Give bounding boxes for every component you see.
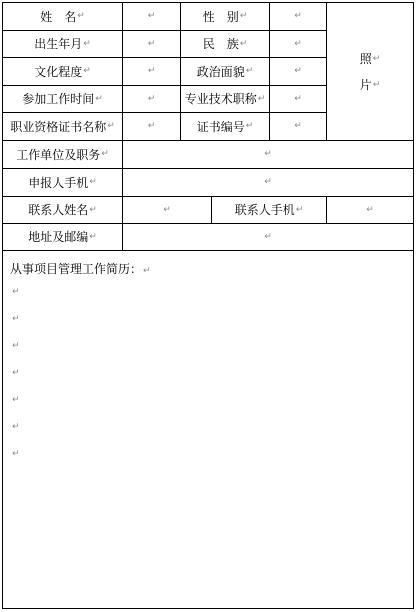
title-field[interactable]: ↵ [294, 93, 302, 104]
name-field[interactable]: ↵ [147, 11, 156, 21]
employer-label: 工作单位及职务 ↵ [16, 147, 109, 162]
gender-label: 性 别 ↵ [202, 9, 248, 24]
title-label: 专业技术职称 ↵ [184, 92, 266, 106]
ethnicity-field[interactable]: ↵ [294, 38, 302, 49]
paragraph-mark: ↵ [12, 287, 20, 297]
phone-label: 申报人手机 ↵ [28, 175, 97, 190]
ethnicity-label: 民 族 ↵ [202, 37, 248, 51]
political-field[interactable]: ↵ [294, 66, 302, 76]
political-label: 政治面貌 ↵ [196, 64, 254, 79]
work-start-field[interactable]: ↵ [147, 93, 156, 104]
contact-phone-label: 联系人手机 ↵ [234, 203, 304, 217]
cert-name-label: 职业资格证书名称 ↵ [10, 119, 115, 134]
resume-title: 从事项目管理工作简历：↵ [10, 262, 151, 276]
rule [2, 250, 414, 251]
cert-name-field[interactable]: ↵ [147, 121, 156, 131]
paragraph-mark: ↵ [12, 449, 20, 459]
photo-label-2: 片 [359, 77, 372, 92]
rule [2, 608, 414, 609]
contact-name-label: 联系人姓名 ↵ [28, 203, 97, 217]
paragraph-mark: ↵ [12, 341, 20, 351]
paragraph-mark: ↵ [12, 395, 20, 405]
birth-field[interactable]: ↵ [147, 38, 156, 49]
name-label: 姓 名 ↵ [40, 9, 85, 24]
contact-phone-field[interactable]: ↵ [366, 204, 374, 215]
cert-no-field[interactable]: ↵ [294, 121, 302, 131]
work-start-label: 参加工作时间 ↵ [22, 92, 103, 106]
photo-label-1: 照 [359, 51, 372, 66]
photo-area[interactable]: 照 ↵ 片 ↵ [359, 51, 381, 92]
gender-field[interactable]: ↵ [294, 11, 302, 21]
paragraph-mark: ↵ [12, 422, 20, 432]
employer-field[interactable]: ↵ [264, 149, 272, 159]
education-field[interactable]: ↵ [147, 66, 156, 76]
birth-label: 出生年月 ↵ [34, 37, 91, 51]
paragraph-mark: ↵ [12, 314, 20, 324]
contact-name-field[interactable]: ↵ [163, 204, 171, 215]
phone-field[interactable]: ↵ [264, 177, 272, 187]
address-label: 地址及邮编 ↵ [28, 230, 97, 244]
address-field[interactable]: ↵ [264, 231, 272, 242]
rule [413, 2, 414, 609]
education-label: 文化程度 ↵ [34, 64, 91, 79]
resume-field[interactable] [3, 278, 413, 608]
paragraph-mark: ↵ [12, 368, 20, 378]
cert-no-label: 证书编号 ↵ [196, 119, 254, 134]
